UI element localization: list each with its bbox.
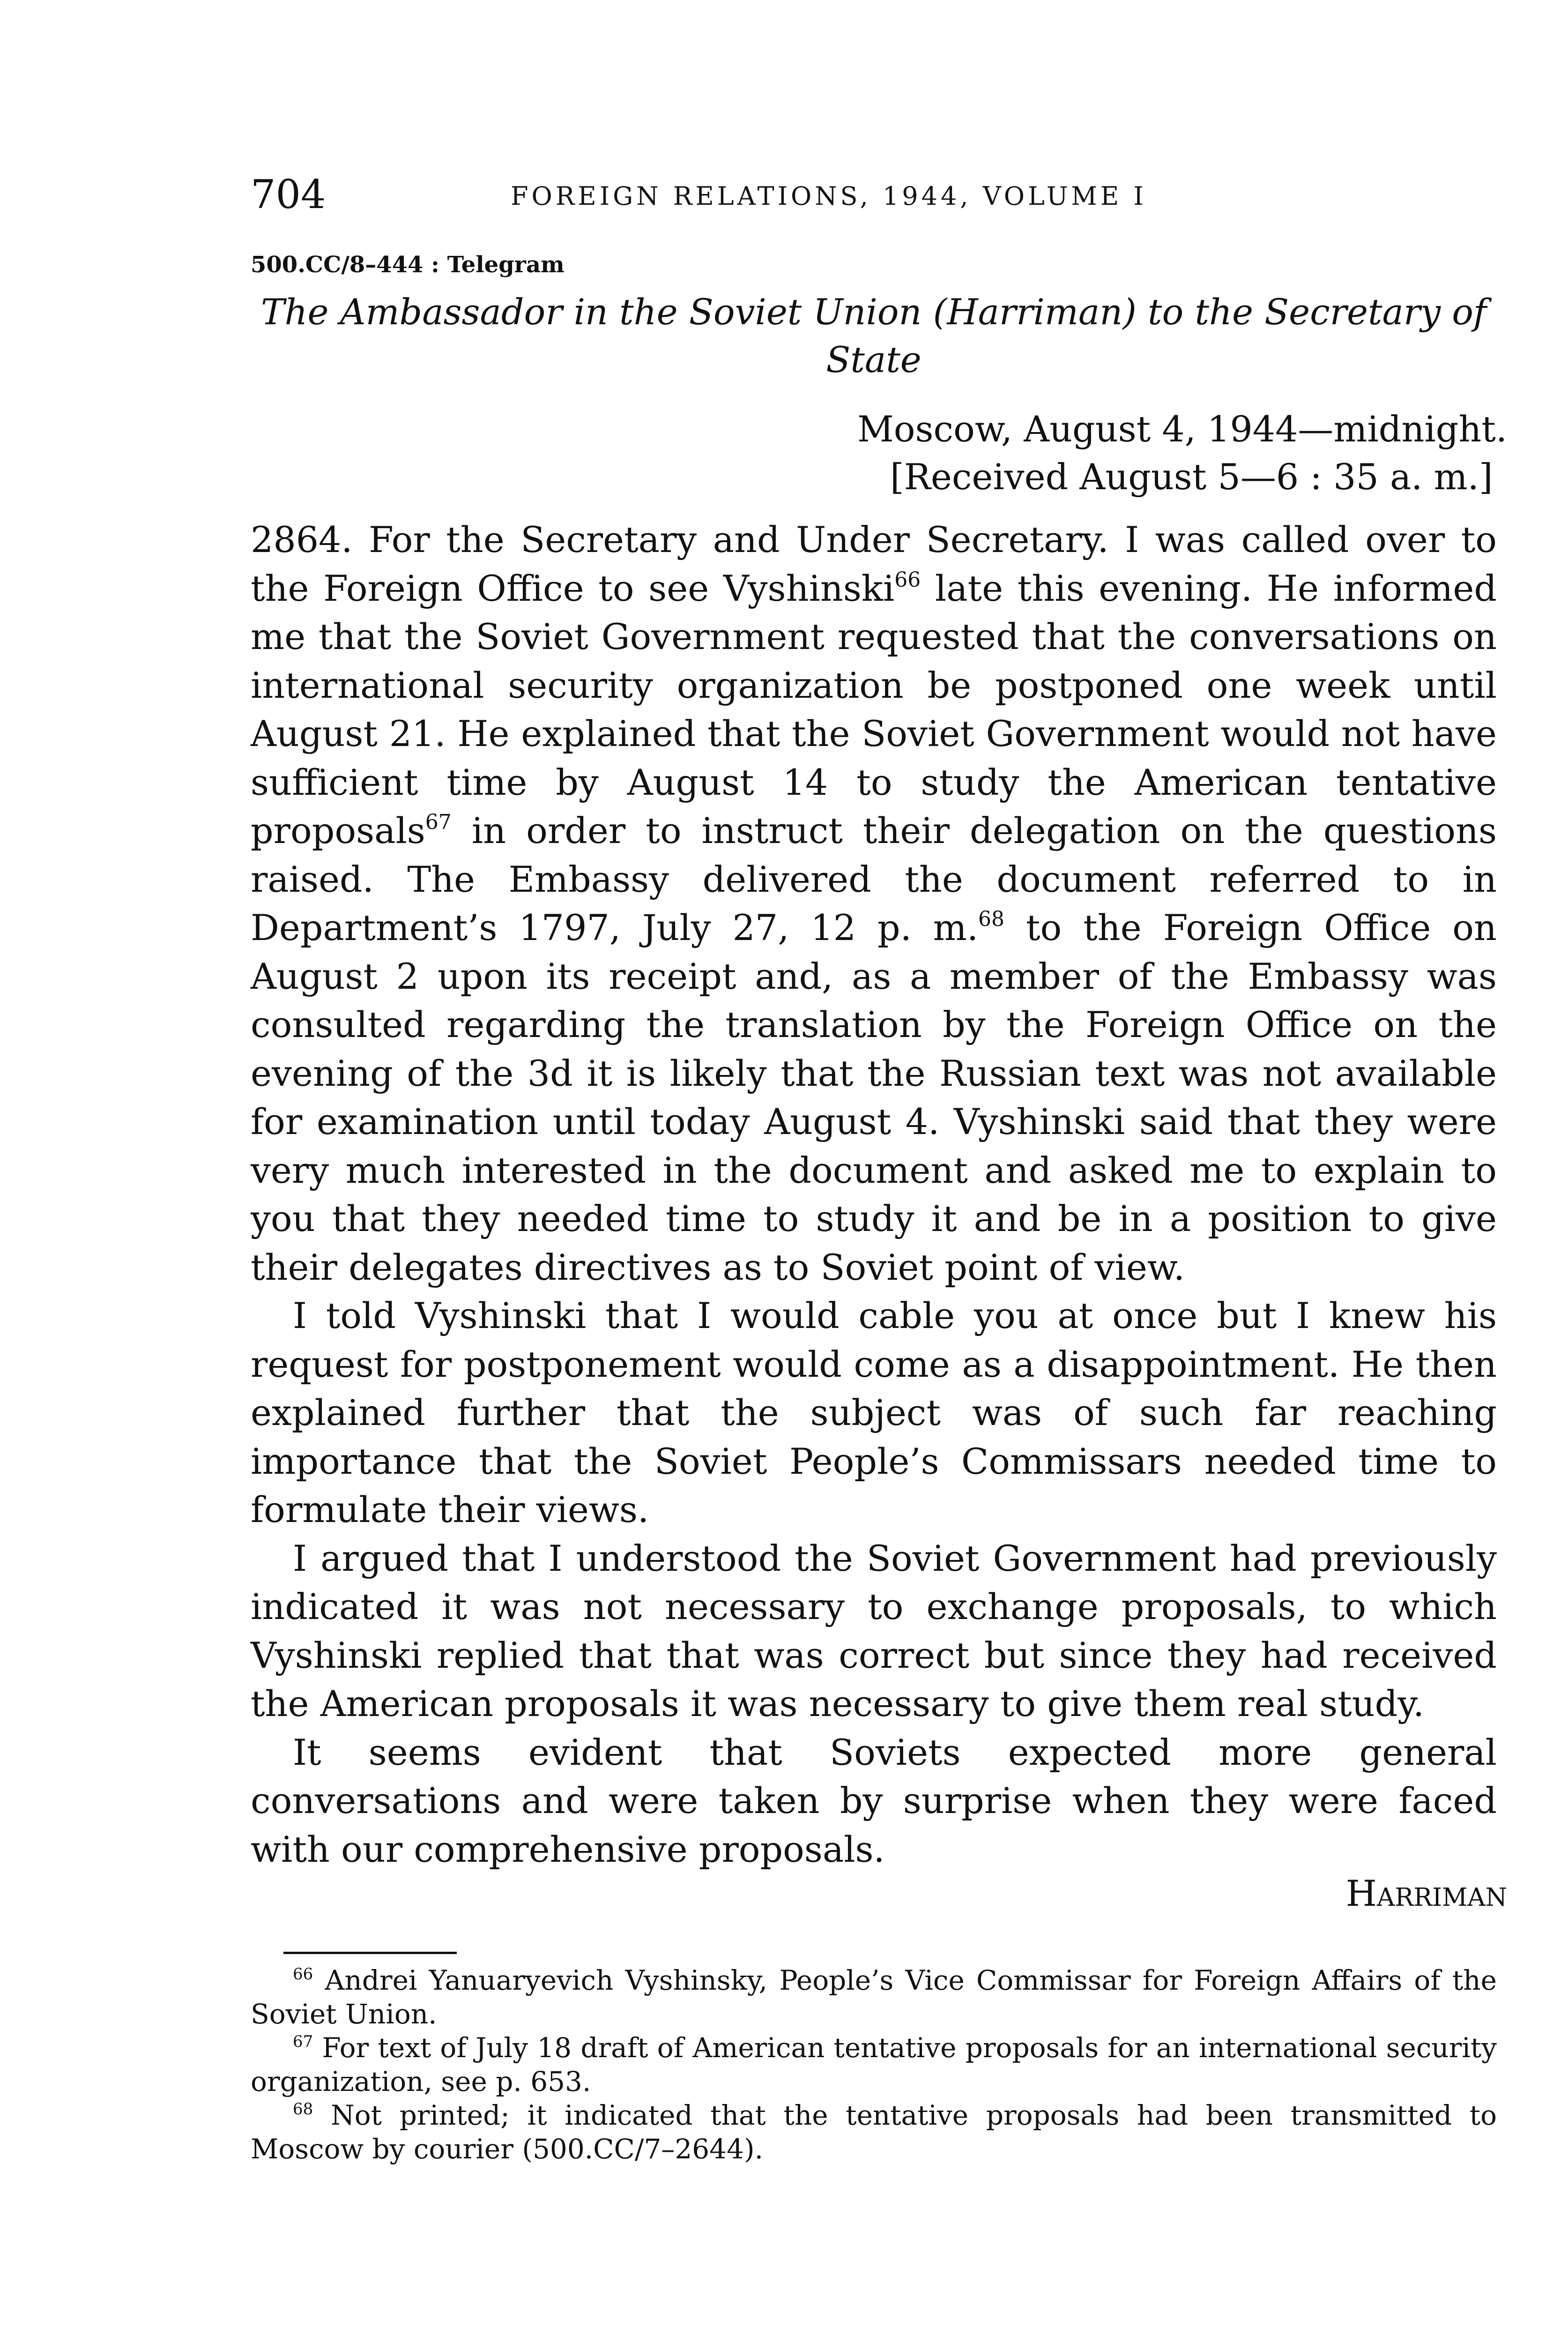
telegram-body <box>251 515 1497 1873</box>
footnote-text: For text of July 18 draft of American tentative proposals for an international security organization, see p. 653. <box>251 2032 1497 2097</box>
document-title: The Ambassador in the Soviet Union (Harriman) to the Secretary of State <box>260 291 1487 381</box>
footnote-text: Not printed; it indicated that the tentative proposals had been transmitted to Moscow by courier (500.CC/7–2644). <box>251 2099 1497 2165</box>
footnote-number: 67 <box>293 2032 313 2051</box>
footnote-text: Andrei Yanuaryevich Vyshinsky, People’s Vice Commissar for Foreign Affairs of the Soviet Union. <box>251 1964 1497 2030</box>
paragraph-4: It seems evident that Soviets expected more general conversations and were taken by surprise when they were faced with our comprehensive proposals. <box>251 1731 1497 1870</box>
running-head-title: FOREIGN RELATIONS, 1944, VOLUME I <box>511 181 1147 211</box>
paragraph-1-part-b: late this evening. He informed me that the Soviet Government requested that the conversations on international security organization be postponed one week until August 21. He explained that the Soviet Government would not have sufficient time by August 14 to study the American tentative proposals <box>251 567 1497 851</box>
footnote-67 <box>251 2031 1497 2098</box>
footnote-number: 66 <box>293 1965 313 1984</box>
paragraph-2: I told Vyshinski that I would cable you at once but I knew his request for postponement would come as a disappointment. He then explained further that the subject was of such far reaching importance that the Soviet People’s Commissars needed time to formulate their views. <box>251 1295 1497 1530</box>
paragraph-3: I argued that I understood the Soviet Government had previously indicated it was not necessary to exchange proposals, to which Vyshinski replied that that was correct but since they had received the American proposals it was necessary to give them real study. <box>251 1537 1497 1724</box>
running-head <box>251 169 1450 220</box>
dateline-sent: Moscow, August 4, 1944—midnight. <box>857 408 1507 450</box>
footnote-divider <box>283 1952 457 1954</box>
footnote-ref-66: 66 <box>894 567 921 592</box>
footnote-68 <box>251 2098 1497 2166</box>
footnotes <box>251 1963 1497 2166</box>
page-number: 704 <box>251 172 326 217</box>
signature: Harriman <box>1345 1873 1507 1914</box>
dateline-received: [Received August 5—6 : 35 a. m.] <box>890 456 1493 498</box>
footnote-66 <box>251 1963 1497 2031</box>
footnote-number: 68 <box>293 2100 313 2119</box>
footnote-ref-67: 67 <box>425 810 452 834</box>
file-reference: 500.CC/8–444 : Telegram <box>251 252 565 278</box>
dateline <box>857 405 1507 501</box>
paragraph-1-part-c: in order to instruct their delegation on the questions raised. The Embassy delivered the document referred to in Department’s 1797, July 27, 12 p. m. <box>251 810 1497 948</box>
paragraph-1 <box>251 515 1497 1291</box>
footnote-ref-68: 68 <box>978 907 1005 931</box>
paragraph-1-part-a: 2864. For the Secretary and Under Secretary. I was called over to the Foreign Office to see Vyshinski <box>251 519 1497 609</box>
paragraph-1-part-d: to the Foreign Office on August 2 upon its receipt and, as a member of the Embassy was consulted regarding the translation by the Foreign Office on the evening of the 3d it is likely that the Russian text was not available for examination until today August 4. Vyshinski said that they were very much interested in the document and asked me to explain to you that they needed time to study it and be in a position to give their delegates directives as to Soviet point of view. <box>251 907 1497 1288</box>
